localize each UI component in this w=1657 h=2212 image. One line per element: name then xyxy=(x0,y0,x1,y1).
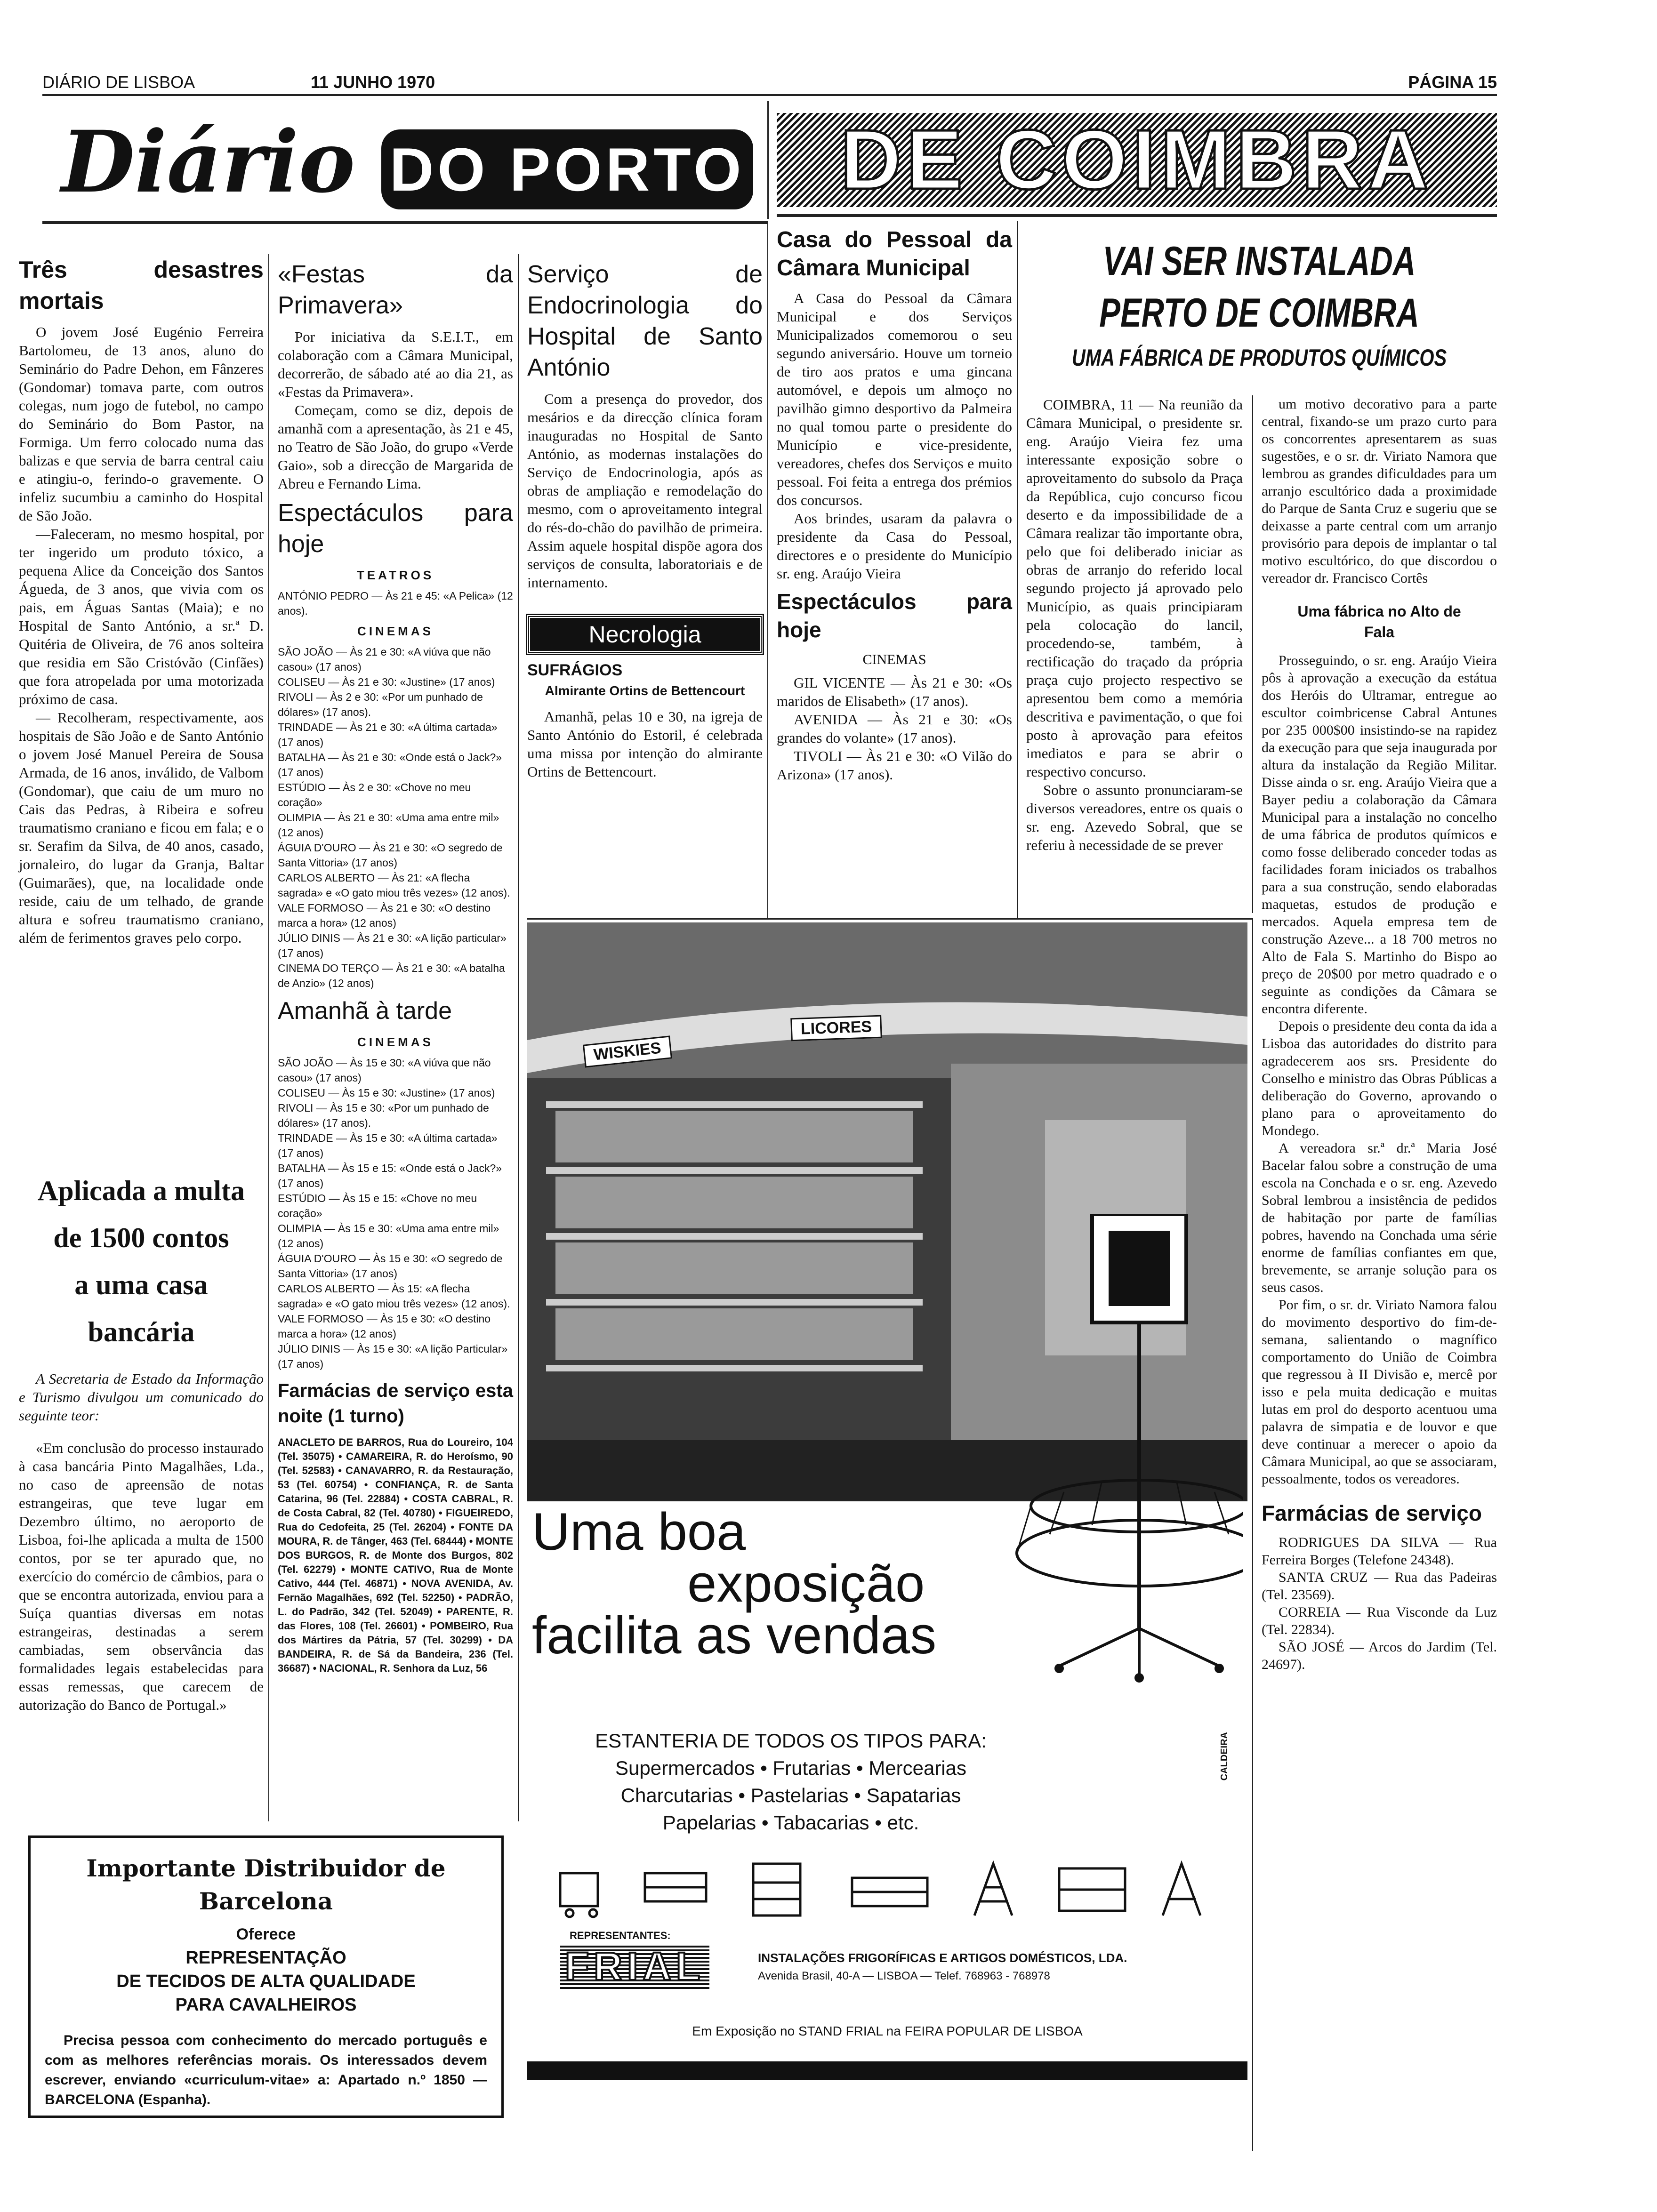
cinema-item: CINEMA DO TERÇO — Às 21 e 30: «A batalha de Anzio» (12 anos) xyxy=(278,962,505,989)
cinema-item: JÚLIO DINIS — Às 21 e 30: «A lição particular» (17 anos) xyxy=(278,932,507,959)
coimbra-col-b-body: um motivo decorativo para a parte central, fixando-se um prazo curto para os concorrentes apresentarem as suas sugestões, e o sr. dr. Viriato Namora que lembrou as grandes dificuldades para um arranjo escultórico dada a proximidade do Parque de Santa Cruz e sugeriu que se deixasse a parte central com um arranjo provisório para depois de implantar o tal motivo escultórico, do que discordou o vereador dr. Francisco Cortês xyxy=(1262,396,1497,586)
masthead-rule xyxy=(42,221,767,224)
cinema-item: VALE FORMOSO — Às 21 e 30: «O destino marca a hora» (12 anos) xyxy=(278,902,491,929)
cinema-item: BATALHA — Às 15 e 15: «Onde está o Jack?» (17 anos) xyxy=(278,1162,502,1189)
casa-pessoal-title: Casa do Pessoal da Câmara Municipal xyxy=(777,227,1012,281)
multa-line-3: a uma casa bancária xyxy=(74,1269,208,1347)
header-rule xyxy=(42,94,1497,96)
cinema-item: ESTÚDIO — Às 15 e 15: «Chove no meu coração» xyxy=(278,1192,477,1219)
slogan-line-3: facilita as vendas xyxy=(532,1606,937,1665)
coimbra-col-a-body-2: Sobre o assunto pronunciaram-se diversos vereadores, entre os quais o sr. eng. Azevedo Sobral, que se referiu à necessidade de se prever xyxy=(1026,782,1243,853)
multa-intro: A Secretaria de Estado da Informação e Turismo divulgou um comunicado do seguinte teor: xyxy=(19,1370,264,1424)
farmacias-porto-title: Farmácias de serviço esta noite (1 turno) xyxy=(278,1380,513,1427)
distribuidor-title: Importante Distribuidor de Barcelona xyxy=(86,1854,446,1915)
page-number: PÁGINA 15 xyxy=(1408,72,1497,92)
coimbra-col-a-body: COIMBRA, 11 — Na reunião da Câmara Municipal, o presidente sr. eng. Araújo Vieira fez uma interessante exposição sobre o aproveitamento do subsolo da Praça da República, cujo concurso ficou deserto e da impossibilidade de a Câmara realizar tão importante obra, pelo que foi deliberado iniciar as obras de arranjo do referido local segundo projecto já aprovado pelo Município, as quais principiaram pela colocação do lancil, procedendo-se, também, à rectificação do traçado da própria praça cujo projecto respectivo se apresentou bem como a memória descritiva e pavimentação, o que foi posto à aprovação para efeitos imediatos e para se abrir o respectivo concurso. xyxy=(1026,396,1243,780)
cinema-item: CARLOS ALBERTO — Às 15: «A flecha sagrada» e «O gato miou três vezes» (12 anos). xyxy=(278,1282,510,1310)
almirante-name: Almirante Ortins de Bettencourt xyxy=(545,683,745,698)
casa-pessoal-body: A Casa do Pessoal da Câmara Municipal e dos Serviços Municipalizados comemorou o seu segundo aniversário. Houve um torneio de tiro aos pratos e uma gincana automóvel, e depois um almoço no pavilhão gimno desportivo da Palmeira no qual tomou parte o presidente do Município e vice-presidente, vereadores, chefes dos Serviços e muito pessoal. Foi feita a entrega dos prémios dos concursos. xyxy=(777,290,1012,508)
cinemas-amanha-label: CINEMAS xyxy=(357,1035,434,1049)
cinema-item: RIVOLI — Às 2 e 30: «Por um punhado de dólares» (17 anos). xyxy=(278,691,483,718)
farmacia-coimbra-1: RODRIGUES DA SILVA — Rua Ferreira Borges (Telefone 24348). xyxy=(1262,1535,1497,1568)
festas-title: «Festas da Primavera» xyxy=(278,261,513,319)
cinema-item: VALE FORMOSO — Às 15 e 30: «O destino marca a hora» (12 anos) xyxy=(278,1313,491,1340)
espect-coimbra-title: Espectáculos para hoje xyxy=(777,589,1012,642)
rule-ad-right xyxy=(1252,918,1253,2151)
ad-bottom-bar xyxy=(527,2061,1247,2080)
casa-pessoal-body-2: Aos brindes, usaram da palavra o presidente da Casa do Pessoal, directores e o presidente do Município sr. eng. Araújo Vieira xyxy=(777,510,1012,582)
farmacias-coimbra-title: Farmácias de serviço xyxy=(1262,1501,1482,1525)
shelf-sign-licores xyxy=(790,1015,882,1042)
cinema-item: BATALHA — Às 21 e 30: «Onde está o Jack?» (17 anos) xyxy=(278,751,502,778)
porto-badge xyxy=(381,129,753,209)
multa-line-1: Aplicada a multa xyxy=(37,1175,245,1206)
frial-address: Avenida Brasil, 40-A — LISBOA — Telef. 768963 - 768978 xyxy=(758,1970,1050,1982)
masthead-coimbra xyxy=(777,113,1497,207)
cinemas-label: CINEMAS xyxy=(357,624,434,638)
masthead-rule-right xyxy=(777,214,1497,217)
farmacia-coimbra-4: SÃO JOSÉ — Arcos do Jardim (Tel. 24697). xyxy=(1262,1639,1497,1672)
shelf-types-illustration xyxy=(551,1854,1229,1920)
cinema-item: ESTÚDIO — Às 2 e 30: «Chove no meu coração» xyxy=(278,781,471,809)
column-festas xyxy=(278,254,513,1675)
ad-top-rule xyxy=(527,918,1252,920)
teatros-list xyxy=(278,588,513,618)
cinema-item: CARLOS ALBERTO — Às 21: «A flecha sagrada» e «O gato miou três vezes» (12 anos). xyxy=(278,872,510,899)
endo-title: Serviço de Endocrinologia do Hospital de Santo António xyxy=(527,261,763,381)
distribuidor-line-1: REPRESENTAÇÃO xyxy=(185,1948,346,1968)
coimbra-column-b xyxy=(1262,395,1497,1673)
coimbra-col-b-body-2: Prosseguindo, o sr. eng. Araújo Vieira pôs à aprovação a execução da estátua dos Heróis do Ultramar, entregue ao escultor coimbricense Cabral Antunes por 235 000$00 insistindo-se na rapidez da execução para que seja inaugurada por altura da instalação da Região Militar. Disse ainda o sr. eng. Araújo Vieira que a Bayer pediu a colaboração da Câmara Municipal para a instalação no concelho de uma fábrica de produtos químicos e como fosse deliberado conceder todas as facilidades foram iniciados os trabalhos para a sua construção, sendo elaboradas maquetas, estudos de produção e mercados. Aquela empresa tem de construção Azeve... a 18 700 metros no Alto de Fala S. Martinho do Bispo ao preço de 20$00 por metro quadrado e o seguinte as condições da Câmara se encontra diferente. xyxy=(1262,653,1497,1017)
rule-col1 xyxy=(268,254,269,1821)
amanha-title: Amanhã à tarde xyxy=(278,997,452,1025)
porto-title: Diário xyxy=(61,112,355,212)
cinema-item: JÚLIO DINIS — Às 15 e 30: «A lição Particular» (17 anos) xyxy=(278,1343,508,1370)
coimbra-headline-1: VAI SER INSTALADA xyxy=(1102,239,1416,284)
cinema-item: TRINDADE — Às 21 e 30: «A última cartada» (17 anos) xyxy=(278,721,498,748)
cinema-item: SÃO JOÃO — Às 21 e 30: «A viúva que não casou» (17 anos) xyxy=(278,646,491,673)
distribuidor-ad xyxy=(28,1835,504,2118)
cinema-item: TRINDADE — Às 15 e 30: «A última cartada» (17 anos) xyxy=(278,1132,498,1159)
cinema-item: OLIMPIA — Às 15 e 30: «Uma ama entre mil» (12 anos) xyxy=(278,1222,499,1250)
frial-brand xyxy=(560,1944,709,1989)
distribuidor-line-2: DE TECIDOS DE ALTA QUALIDADE xyxy=(116,1972,416,1991)
desastres-paragraph-2: —Faleceram, no mesmo hospital, por ter ingerido um produto tóxico, a pequena Alice da Conceição dos Santos Águeda, de 3 anos, que vivia com os pais, em Águas Santas (Maia); e no Hospital de Santo António, a sr.ª D. Quitéria de Oliveira, de 76 anos solteira que residia em São Cristóvão (Cinfães) que fora atropelada por uma motorizada próximo de casa. xyxy=(19,526,264,707)
cinema-item: ÁGUIA D'OURO — Às 21 e 30: «O segredo de Santa Vittoria» (17 anos) xyxy=(278,842,503,869)
cinema-item: COLISEU — Às 15 e 30: «Justine» (17 anos) xyxy=(278,1087,495,1099)
desastres-paragraph-3: — Recolheram, respectivamente, aos hospitais de São João e de Santo António o jovem José Manuel Pereira de Sousa Armada, de 16 anos, inválido, de Valbom (Gondomar), que caiu de um muro no Cais das Pedras, à Ribeira e sofreu traumatismo craniano e ficou em fala; e o sr. Serafim da Silva, de 40 anos, casado, jornaleiro, do lugar da Granja, Baltar (Guimarães), que, na localidade onde reside, caiu de um telhado, de grande altura e sofreu traumatismo craniano, além de ferimentos graves pelo corpo. xyxy=(19,709,264,946)
frial-brand-label: FRIAL xyxy=(565,1944,705,1988)
coimbra-col-b-body-5: Por fim, o sr. dr. Viriato Namora falou do movimento desportivo do fim-de-semana, salientando o magnífico comportamento do União de Coimbra que regressou à II Divisão e, mercê por isso e pela muita dedicação e muitas lutas em prol do desporto acentuou uma palavra de simpatia e de louvor e que deve continuar a merecer o apoio da Câmara Municipal, ao que se associaram, pessoalmente, todos os vereadores. xyxy=(1262,1297,1497,1487)
cinemas-coimbra-label: CINEMAS xyxy=(862,652,926,667)
cinema-item: SÃO JOÃO — Às 15 e 30: «A viúva que não casou» (17 anos) xyxy=(278,1057,491,1084)
masthead-porto xyxy=(52,101,763,228)
ad-slogan xyxy=(532,1502,1003,1665)
endo-body: Com a presença do provedor, dos mesários e da direcção clínica foram inauguradas no Hospital de Santo António, as modernas instalações do Serviço de Endocrinologia, após as obras de ampliação e remodelação do mesmo, com o aproveitamento integral do rés-do-chão do pavilhão de primeira. Assim aquele hospital dispõe agora dos serviços de consulta, laboratoriais e de internamento. xyxy=(527,391,763,591)
ad-product-types xyxy=(555,1727,1026,1836)
festas-body: Por iniciativa da S.E.I.T., em colaboração com a Câmara Municipal, decorrerão, de sábado até ao dia 21, as «Festas da Primavera». xyxy=(278,329,513,400)
shelf-sign-licores-label: LICORES xyxy=(800,1018,872,1038)
types-line-1: Supermercados • Frutarias • Mercearias xyxy=(615,1757,966,1779)
frial-company: INSTALAÇÕES FRIGORÍFICAS E ARTIGOS DOMÉSTICOS, LDA. xyxy=(758,1951,1127,1965)
column-casa-pessoal xyxy=(777,221,1012,784)
distribuidor-line-3: PARA CAVALHEIROS xyxy=(175,1995,357,2015)
coimbra-title: DE COIMBRA xyxy=(840,112,1433,207)
column-endocrinologia xyxy=(527,254,763,781)
column-desastres xyxy=(19,254,264,947)
farmacias-porto-list: ANACLETO DE BARROS, Rua do Loureiro, 104 (Tel. 35075) • CAMAREIRA, R. do Heroísmo, 90 (Tel. 52583) • CANAVARRO, R. da Restauração, 53 (Tel. 60754) • CONFIANÇA, R. de Santa Catarina, 96 (Tel. 22884) • COSTA CABRAL, R. de Costa Cabral, 82 (Tel. 40780) • FIGUEIREDO, Rua do Cedofeita, 25 (Tel. 26204) • FONTE DA MOURA, R. de Tânger, 463 (Tel. 68444) • MONTE DOS BURGOS, R. de Monte dos Burgos, 802 (Tel. 62279) • MONTE CATIVO, Rua de Monte Cativo, 444 (Tel. 46871) • NOVA AVENIDA, Av. Fernão Magalhães, 692 (Tel. 52250) • PADRÃO, L. do Padrão, 342 (Tel. 52049) • PARENTE, R. das Flores, 108 (Tel. 26601) • POMBEIRO, Rua dos Mártires da Pátria, 57 (Tel. 30299) • DA BANDEIRA, R. de Sá da Bandeira, 236 (Tel. 36687) • NACIONAL, R. Senhora da Luz, 56 xyxy=(278,1436,513,1674)
farmacia-coimbra-2: SANTA CRUZ — Rua das Padeiras (Tel. 23569). xyxy=(1262,1570,1497,1603)
fabrica-title: Uma fábrica no Alto de Fala xyxy=(1297,603,1461,641)
desastres-paragraph-1: O jovem José Eugénio Ferreira Bartolomeu, de 13 anos, aluno do Seminário do Padre Dehon, em Fânzeres (Gondomar) tomava parte, com outros colegas, num jogo de futebol, no campo do Seminário do Bom Pastor, na Formiga. Um ferro colocado numa das balizas e que servia de barra central caiu e atingiu-o, ferindo-o gravemente. O infeliz sucumbiu a caminho do Hospital de São João. xyxy=(19,324,264,524)
cinemas-amanha-list xyxy=(278,1055,513,1371)
sufragio-body: Amanhã, pelas 10 e 30, na igreja de Santo António do Estoril, é celebrada uma missa por intenção do almirante Ortins de Bettencourt. xyxy=(527,708,763,780)
cinema-item: RIVOLI — Às 15 e 30: «Por um punhado de dólares» (17 anos). xyxy=(278,1102,489,1129)
cinema-item: COLISEU — Às 21 e 30: «Justine» (17 anos) xyxy=(278,676,495,688)
estanteria-line: ESTANTERIA DE TODOS OS TIPOS PARA: xyxy=(595,1730,987,1752)
cinemas-hoje-list xyxy=(278,644,513,991)
frial-footer: Em Exposição no STAND FRIAL na FEIRA POPULAR DE LISBOA xyxy=(692,2024,1083,2038)
rule-coimbra-a xyxy=(1252,395,1253,913)
multa-headline xyxy=(19,1167,264,1355)
caldeira-label: CALDEIRA xyxy=(1219,1732,1230,1781)
cinema-coimbra-2: AVENIDA — Às 21 e 30: «Os grandes do volante» (17 anos). xyxy=(777,711,1012,746)
rule-col4 xyxy=(1017,221,1018,918)
coimbra-column-a xyxy=(1026,395,1243,854)
masthead-divider xyxy=(767,101,769,219)
desastres-title: Três desastres mortais xyxy=(19,256,264,314)
issue-date: 11 JUNHO 1970 xyxy=(311,72,435,92)
coimbra-col-b-body-3: Depois o presidente deu conta da ida a Lisboa das autoridades do distrito para agradecerem aos srs. Presidente do Conselho e ministro das Obras Públicas a deliberação do Governo, aprovando o plano para o aproveitamento do Mondego. xyxy=(1262,1018,1497,1138)
slogan-line-2: exposição xyxy=(687,1554,925,1613)
representantes-label: REPRESENTANTES: xyxy=(570,1930,671,1941)
cinema-coimbra-1: GIL VICENTE — Às 21 e 30: «Os maridos de Elisabeth» (17 anos). xyxy=(777,674,1012,709)
teatro-item: ANTÓNIO PEDRO — Às 21 e 45: «A Pelica» (12 anos). xyxy=(278,590,513,617)
caldeira-credit xyxy=(1219,1732,1230,1780)
column-multa xyxy=(19,1167,264,1714)
coimbra-subhead: UMA FÁBRICA DE PRODUTOS QUÍMICOS xyxy=(1071,345,1447,371)
types-line-3: Papelarias • Tabacarias • etc. xyxy=(662,1811,919,1834)
porto-badge-label: DO PORTO xyxy=(389,135,745,204)
distribuidor-body: Precisa pessoa com conhecimento do mercado português e com as melhores referências morais. Os interessados devem escrever, enviando «curriculum-vitae» a: Apartado n.º 1850 — BARCELONA (Espanha). xyxy=(45,2033,487,2108)
paper-name: DIÁRIO DE LISBOA xyxy=(42,72,195,92)
coimbra-headline xyxy=(1022,235,1497,377)
necrologia-banner xyxy=(527,615,763,654)
display-stand-illustration xyxy=(998,1214,1243,1685)
rule-col2 xyxy=(518,254,519,1821)
coimbra-col-b-body-4: A vereadora sr.ª dr.ª Maria José Bacelar falou sobre a construção de uma escola na Conchada e o sr. eng. Azevedo Sobral lembrou a insistência de pedidos de habitação por parte de famílias pobres, havendo na Conchada uma série enorme de famílias confiantes em que, brevemente, se arranje solução para os seus casos. xyxy=(1262,1140,1497,1295)
cinema-item: ÁGUIA D'OURO — Às 15 e 30: «O segredo de Santa Vittoria» (17 anos) xyxy=(278,1252,503,1280)
espectaculos-title: Espectáculos para hoje xyxy=(278,499,513,558)
rule-col3 xyxy=(767,221,768,918)
teatros-label: TEATROS xyxy=(356,568,434,582)
distribuidor-offers: Oferece xyxy=(236,1925,296,1943)
multa-line-2: de 1500 contos xyxy=(53,1222,229,1253)
slogan-line-1: Uma boa xyxy=(532,1502,746,1561)
types-line-2: Charcutarias • Pastelarias • Sapatarias xyxy=(620,1784,961,1806)
cinema-coimbra-3: TIVOLI — Às 21 e 30: «O Vilão do Arizona» (17 anos). xyxy=(777,748,1012,783)
necrologia-label: Necrologia xyxy=(588,621,701,648)
frial-ad xyxy=(527,922,1247,2127)
sufragios-label: SUFRÁGIOS xyxy=(527,661,623,679)
multa-body: «Em conclusão do processo instaurado à casa bancária Pinto Magalhães, Lda., no caso de apreensão de notas estrangeiras, que teve lugar em Dezembro último, no aeroporto de Lisboa, foi-lhe aplicada a multa de 1500 contos, por se ter apurado que, no exercício do comércio de câmbios, para o que se encontra autorizada, enviou para a Suíça quantias diversas em notas estrangeiras, destinadas a serem cambiadas, sem observância das formalidades legais estabelecidas para essas remessas, que carecem de autorização do Banco de Portugal.» xyxy=(19,1440,264,1713)
cinema-item: OLIMPIA — Às 21 e 30: «Uma ama entre mil» (12 anos) xyxy=(278,811,499,839)
shelf-sign-wiskies-label: WISKIES xyxy=(593,1039,662,1064)
festas-body-2: Começam, como se diz, depois de amanhã com a apresentação, às 21 e 45, no Teatro de São João, do grupo «Verde Gaio», sob a direcção de Margarida de Abreu e Fernando Lima. xyxy=(278,402,513,492)
coimbra-headline-2: PERTO DE COIMBRA xyxy=(1099,290,1419,336)
farmacia-coimbra-3: CORREIA — Rua Visconde da Luz (Tel. 22834). xyxy=(1262,1604,1497,1637)
